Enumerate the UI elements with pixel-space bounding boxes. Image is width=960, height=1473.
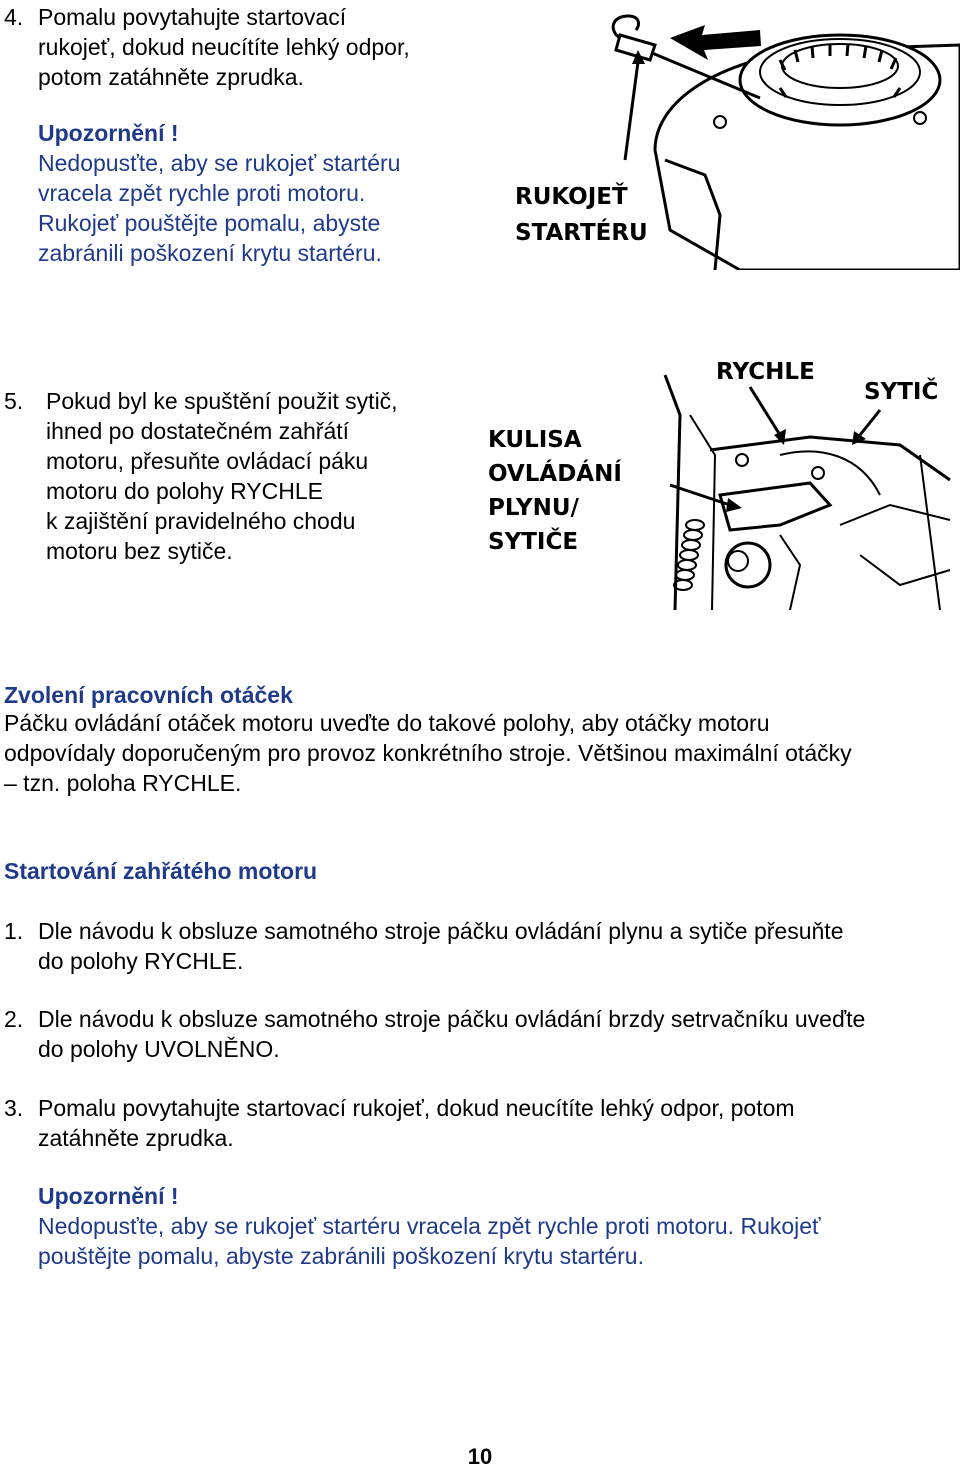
speed-line: – tzn. poloha RYCHLE.: [4, 770, 242, 796]
warm-item3-line: zatáhněte zprudka.: [38, 1125, 234, 1151]
warning-line: Nedopusťte, aby se rukojeť startéru: [38, 150, 401, 176]
warning-line: vracela zpět rychle proti motoru.: [38, 180, 366, 206]
warning-title: Upozornění !: [38, 1183, 179, 1209]
figure1-label-line: RUKOJEŤ: [515, 184, 628, 210]
warm-item3-line: Pomalu povytahujte startovací rukojeť, dokud neucítíte lehký odpor, potom: [38, 1095, 795, 1121]
warm-item2-number: 2.: [4, 1006, 24, 1032]
step5-line: k zajištění pravidelného chodu: [46, 508, 356, 534]
figure2-label-sytic: SYTIČ: [864, 379, 939, 405]
step5-line: motoru bez sytiče.: [46, 538, 233, 564]
warm-item2-line: Dle návodu k obsluze samotného stroje páčku ovládání brzdy setrvačníku uveďte: [38, 1006, 866, 1032]
speed-line: odpovídaly doporučeným pro provoz konkrétního stroje. Většinou maximální otáčky: [4, 740, 852, 766]
starter-handle-figure: [480, 0, 960, 270]
warm-item3-text: [38, 1093, 795, 1153]
warning-title: Upozornění !: [38, 120, 179, 146]
figure2-label-line: PLYNU/: [488, 495, 579, 521]
warning-line: zabránili poškození krytu startéru.: [38, 240, 382, 266]
step5-number: 5.: [4, 388, 24, 414]
figure2-label-line: OVLÁDÁNÍ: [488, 461, 622, 487]
figure2-label-line: KULISA: [488, 427, 582, 453]
warning-line: Nedopusťte, aby se rukojeť startéru vracela zpět rychle proti motoru. Rukojeť: [38, 1213, 821, 1239]
step4-text: [38, 2, 410, 92]
step4-line: Pomalu povytahujte startovací: [38, 4, 347, 30]
step5-line: motoru do polohy RYCHLE: [46, 478, 323, 504]
warm-item3-number: 3.: [4, 1095, 24, 1121]
speed-line: Páčku ovládání otáček motoru uveďte do takové polohy, aby otáčky motoru: [4, 710, 770, 736]
throttle-illustration: [480, 355, 960, 610]
starter-illustration: [480, 0, 960, 270]
warm-item2-text: [38, 1004, 865, 1064]
step4-warning: [38, 118, 400, 268]
step4-line: potom zatáhněte zprudka.: [38, 64, 304, 90]
step4-number: 4.: [4, 4, 24, 30]
warning-line: Rukojeť pouštějte pomalu, abyste: [38, 210, 381, 236]
warm-item1-line: Dle návodu k obsluze samotného stroje páčku ovládání plynu a sytiče přesuňte: [38, 918, 844, 944]
step5-line: Pokud byl ke spuštění použit sytič,: [46, 388, 398, 414]
warning-line: pouštějte pomalu, abyste zabránili poškození krytu startéru.: [38, 1243, 644, 1269]
warm-item2-line: do polohy UVOLNĚNO.: [38, 1036, 280, 1062]
step4-line: rukojeť, dokud neucítíte lehký odpor,: [38, 34, 410, 60]
warm-warning: [38, 1181, 821, 1271]
figure1-label-line: STARTÉRU: [515, 220, 648, 246]
step5-line: ihned po dostatečném zahřátí: [46, 418, 350, 444]
warm-item1-text: [38, 916, 843, 976]
warm-item1-number: 1.: [4, 918, 24, 944]
throttle-control-figure: [480, 355, 960, 610]
page-number: 10: [467, 1444, 493, 1469]
step5-text: [46, 386, 398, 566]
warm-item1-line: do polohy RYCHLE.: [38, 948, 244, 974]
section-speed-text: [4, 708, 852, 798]
step5-line: motoru, přesuňte ovládací páku: [46, 448, 369, 474]
figure2-label-line: SYTIČE: [488, 529, 579, 555]
figure2-label-rychle: RYCHLE: [716, 359, 815, 385]
section-warm-heading: Startování zahřátého motoru: [4, 858, 318, 884]
section-speed-heading: Zvolení pracovních otáček: [4, 682, 293, 708]
